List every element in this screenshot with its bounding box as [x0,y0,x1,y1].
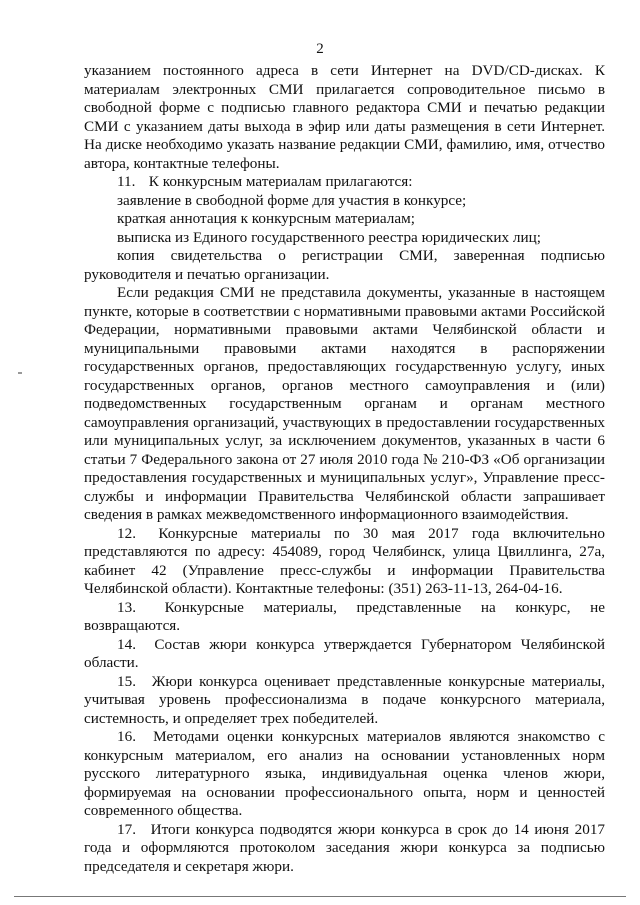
paragraph-13 [84,599,605,636]
item-number-16: 16. [117,728,136,745]
item-text-12: Конкурсные материалы по 30 мая 2017 года включительно представляются по адресу: 454089, город Челябинск, улица Цвиллинга, 27а, кабинет 42 (Управление пресс-службы и информации Правительства Челябинской области). Контактные телефоны: (351) 263-11-13, 264-04-16. [84,524,605,597]
attachment-item-application: заявление в свободной форме для участия в конкурсе; [117,191,467,209]
paragraph-17 [84,821,605,877]
item-text-16: Методами оценки конкурсных материалов являются знакомство с конкурсным материалом, его анализ на основании установленных норм русского литературного языка, индивидуальная оценка членов жюри, формируемая на основании профессионального опыта, норм и ценностей современного общества. [84,728,605,819]
item-text-13: Конкурсные материалы, представленные на конкурс, не возвращаются. [84,598,605,634]
paragraph-continuation: указанием постоянного адреса в сети Интернет на DVD/CD-дисках. К материалам электронных СМИ прилагается сопроводительное письмо в свободной форме с подписью главного редактора СМИ и печатью редакции СМИ с указанием даты выхода в эфир или даты размещения в сети Интернет. На диске необходимо указать название редакции СМИ, фамилию, имя, отчество автора, контактные телефоны. [84,62,605,172]
item-number-15: 15. [117,672,136,690]
attachment-item-registry-extract: выписка из Единого государственного реестра юридических лиц; [117,228,541,246]
attachment-item-certificate-copy: копия свидетельства о регистрации СМИ, заверенная подписью руководителя и печатью организации. [84,247,605,283]
scan-margin-mark [18,372,22,374]
paragraph-15 [84,673,605,729]
paragraph-16 [84,728,605,821]
item-number-14: 14. [117,635,136,653]
item-number-17: 17. [117,820,136,838]
paragraph-14 [84,636,605,673]
paragraph-interagency-request: Если редакция СМИ не представила документы, указанные в настоящем пункте, которые в соответствии с нормативными правовыми актами Российской Федерации, нормативными правовыми актами Челябинской области и муниципальными правовыми актами находятся в распоряжении государственных органов, предоставляющих государственную услугу, иных государственных органов, органов местного самоуправления и (или) подведомственных государственным органам и органам местного самоуправления организаций, участвующих в предоставлении государственных или муниципальных услуг, за исключением документов, указанных в части 6 статьи 7 Федерального закона от 27 июля 2010 года № 210-ФЗ «Об организации предоставления государственных и муниципальных услуг», Управление пресс-службы и информации Правительства Челябинской области запрашивает сведения в рамках межведомственного информационного взаимодействия. [84,284,605,523]
item-number-11: 11. [117,173,136,190]
attachment-item-annotation: краткая аннотация к конкурсным материалам; [117,210,415,227]
item-text-11: К конкурсным материалам прилагаются: [148,173,413,190]
item-text-14: Состав жюри конкурса утверждается Губернатором Челябинской области. [84,635,605,671]
document-body [84,62,605,876]
page-bottom-rule [14,896,626,897]
paragraph-11 [84,173,605,192]
item-number-12: 12. [117,524,136,542]
paragraph-12 [84,525,605,599]
item-number-13: 13. [117,598,136,616]
item-text-15: Жюри конкурса оценивает представленные конкурсные материалы, учитывая уровень профессионализма в подаче конкурсного материала, системность, и определяет трех победителей. [84,672,606,727]
item-text-17: Итоги конкурса подводятся жюри конкурса в срок до 14 июня 2017 года и оформляются протоколом заседания жюри конкурса за подписью председателя и секретаря жюри. [84,820,606,875]
page-number: 2 [316,41,324,57]
